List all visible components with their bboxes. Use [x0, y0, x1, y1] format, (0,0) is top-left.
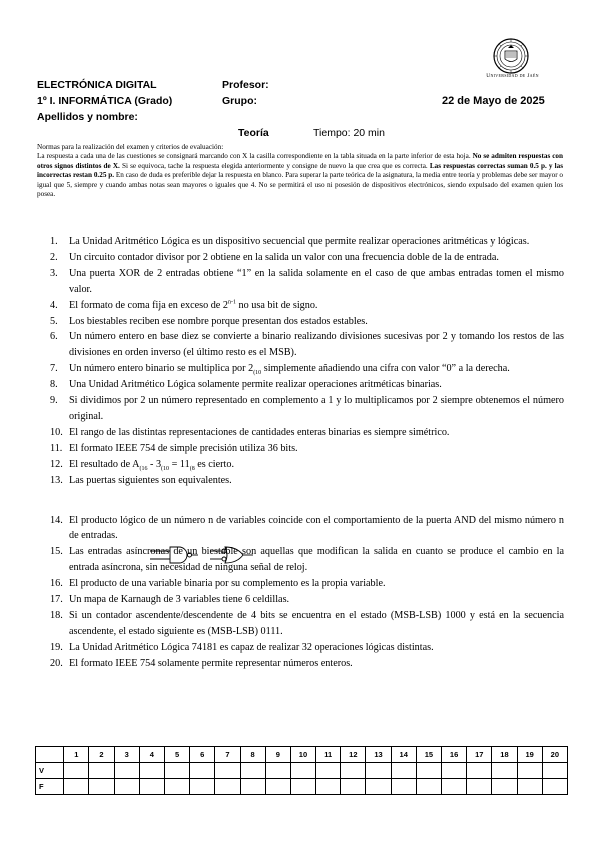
answer-cell[interactable] [542, 779, 567, 795]
subject-title: ELECTRÓNICA DIGITAL [37, 79, 157, 91]
question-8: 8. Una Unidad Aritmético Lógica solamente permite realizar operaciones aritméticas binarias. [50, 379, 442, 391]
logic-gates-diagram [148, 544, 268, 566]
question-7: 7. Un número entero binario se multiplica por $2_{(10}$ simplemente añadiendo una cifra con valor “0” a la derecha. [50, 363, 510, 377]
question-list [50, 234, 564, 672]
answer-number: 18 [492, 747, 517, 763]
answer-cell[interactable] [89, 763, 114, 779]
question-20: 20. El formato IEEE 754 solamente permite representar números enteros. [50, 657, 353, 669]
answer-cell[interactable] [316, 763, 341, 779]
answer-cell[interactable] [89, 779, 114, 795]
question-16: 16. El producto de una variable binaria por su complemento es la propia variable. [50, 578, 386, 590]
answer-number: 7 [215, 747, 240, 763]
question-5: 5. Los biestables reciben ese nombre porque presentan dos estados estables. [50, 315, 368, 327]
exam-rules [37, 143, 563, 199]
answer-number: 14 [391, 747, 416, 763]
answer-cell[interactable] [114, 779, 139, 795]
answer-cell[interactable] [391, 779, 416, 795]
answer-cell[interactable] [265, 763, 290, 779]
rules-title: Normas para la realización del examen y criterios de evaluación: [37, 143, 224, 151]
answer-number: 16 [442, 747, 467, 763]
answer-cell[interactable] [290, 779, 315, 795]
answer-number: 5 [164, 747, 189, 763]
professor-label: Profesor: [222, 79, 269, 91]
answer-cell[interactable] [190, 779, 215, 795]
answer-cell[interactable] [467, 763, 492, 779]
question-1: 1. La Unidad Aritmético Lógica es un dispositivo secuencial que permite realizar operaciones aritméticas y lógicas. [50, 236, 530, 247]
time-limit: Tiempo: 20 min [313, 127, 385, 139]
answer-number: 2 [89, 747, 114, 763]
answer-cell[interactable] [416, 763, 441, 779]
question-19: 19. La Unidad Aritmético Lógica 74181 es capaz de realizar 32 operaciones lógicas distintas. [50, 641, 434, 653]
answer-row-true [36, 763, 568, 779]
answer-table [35, 746, 568, 795]
answer-cell[interactable] [366, 779, 391, 795]
answer-cell[interactable] [442, 779, 467, 795]
answer-cell[interactable] [114, 763, 139, 779]
answer-cell[interactable] [240, 763, 265, 779]
course-label: 1º I. INFORMÁTICA (Grado) [37, 95, 173, 107]
section-title: Teoría [238, 127, 269, 139]
answer-table-header [36, 747, 568, 763]
answer-number: 1 [64, 747, 89, 763]
group-label: Grupo: [222, 95, 257, 107]
question-3: 3. Una puerta XOR de 2 entradas obtiene “1” en la salida solamente en el caso de que ambas entradas tomen el mismo valor. [50, 267, 564, 295]
answer-cell[interactable] [341, 763, 366, 779]
nand-gate-icon [150, 547, 198, 563]
answer-cell[interactable] [139, 779, 164, 795]
table-corner [36, 747, 64, 763]
answer-number: 8 [240, 747, 265, 763]
exam-date: 22 de Mayo de 2025 [442, 95, 545, 107]
answer-number: 4 [139, 747, 164, 763]
answer-cell[interactable] [366, 763, 391, 779]
answer-cell[interactable] [492, 763, 517, 779]
answer-number: 12 [341, 747, 366, 763]
question-13: 13. Las puertas siguientes son equivalentes. [50, 474, 232, 486]
question-2: 2. Un circuito contador divisor por 2 obtiene en la salida un valor con una frecuencia doble de la de entrada. [50, 251, 499, 263]
row-label-false: F [36, 779, 64, 795]
answer-cell[interactable] [341, 779, 366, 795]
answer-number: 20 [542, 747, 567, 763]
answer-cell[interactable] [517, 779, 542, 795]
question-10: 10. El rango de las distintas representaciones de cantidades enteras binarias es siempre simétrico. [50, 426, 450, 438]
answer-number: 9 [265, 747, 290, 763]
answer-cell[interactable] [164, 779, 189, 795]
question-14: 14. El producto lógico de un número n de variables coincide con el comportamiento de la puerta AND del mismo número n de entradas. [50, 514, 564, 542]
question-15: 15. Las entradas asíncronas de un biestable son aquellas que modifican la salida en cuanto se produce el cambio en la entrada asíncrona, sin necesidad de ninguna señal de reloj. [50, 546, 564, 574]
answer-cell[interactable] [517, 763, 542, 779]
answer-cell[interactable] [492, 779, 517, 795]
answer-number: 17 [467, 747, 492, 763]
question-4: 4. El formato de coma fija en exceso de 2$^{n-1}$ no usa bit de signo. [50, 299, 318, 311]
answer-cell[interactable] [190, 763, 215, 779]
row-label-true: V [36, 763, 64, 779]
answer-cell[interactable] [164, 763, 189, 779]
answer-cell[interactable] [64, 763, 89, 779]
university-name: Universidad de Jaén [486, 73, 539, 79]
answer-cell[interactable] [316, 779, 341, 795]
answer-cell[interactable] [215, 763, 240, 779]
answer-cell[interactable] [391, 763, 416, 779]
answer-cell[interactable] [215, 779, 240, 795]
answer-cell[interactable] [290, 763, 315, 779]
question-17: 17. Un mapa de Karnaugh de 3 variables tiene 6 celdillas. [50, 594, 290, 606]
answer-number: 10 [290, 747, 315, 763]
answer-number: 6 [190, 747, 215, 763]
name-label: Apellidos y nombre: [37, 111, 138, 123]
answer-number: 19 [517, 747, 542, 763]
question-6: 6. Un número entero en base diez se convierte a binario realizando divisiones sucesivas por 2 y tomando los restos de las divisiones en orden inverso (el último resto es el MSB). [50, 331, 564, 359]
answer-number: 3 [114, 747, 139, 763]
question-11: 11. El formato IEEE 754 de simple precisión utiliza 36 bits. [50, 442, 298, 454]
answer-cell[interactable] [467, 779, 492, 795]
university-seal-icon [493, 38, 529, 74]
answer-cell[interactable] [442, 763, 467, 779]
answer-cell[interactable] [416, 779, 441, 795]
answer-row-false [36, 779, 568, 795]
question-9: 9. Si dividimos por 2 un número representado en complemento a 1 y lo multiplicamos por 2 siempre obtenemos el número original. [50, 395, 564, 422]
answer-cell[interactable] [542, 763, 567, 779]
answer-cell[interactable] [139, 763, 164, 779]
answer-number: 11 [316, 747, 341, 763]
question-18: 18. Si un contador ascendente/descendente de 4 bits se encuentra en el estado (MSB-LSB) 1000 y está en la secuencia ascendente, el estado siguiente es (MSB-LSB) 0111. [50, 609, 564, 637]
answer-cell[interactable] [240, 779, 265, 795]
answer-number: 13 [366, 747, 391, 763]
negated-or-gate-icon [210, 547, 253, 563]
question-12: 12. El resultado de $A_{(16} - 3_{(10} = 11_{(8}$ es cierto. [50, 458, 235, 472]
rules-text: La respuesta a cada una de las cuestiones se consignará marcando con X la casilla correspondiente en la tabla situada en la parte inferior de esta hoja. No se admiten respuestas con otros signos distintos de X. Si se equivoca, tache la respuesta elegida anteriormente y consigne de nuevo la que crea que es correcta. Las respuestas correctas suman 0.5 p. y las incorrectas restan 0.25 p. En caso de duda es preferible dejar la respuesta en blanco. Para superar la parte teórica de la asignatura, la media entre teoría y problemas debe ser mayor o igual que 5, siempre y cuando ambas notas sean mayores o iguales que 4. No se permitirá el uso ni posesión de dispositivos electrónicos, siendo expulsado del examen quien los posea. [37, 152, 564, 199]
answer-number: 15 [416, 747, 441, 763]
answer-cell[interactable] [64, 779, 89, 795]
answer-cell[interactable] [265, 779, 290, 795]
